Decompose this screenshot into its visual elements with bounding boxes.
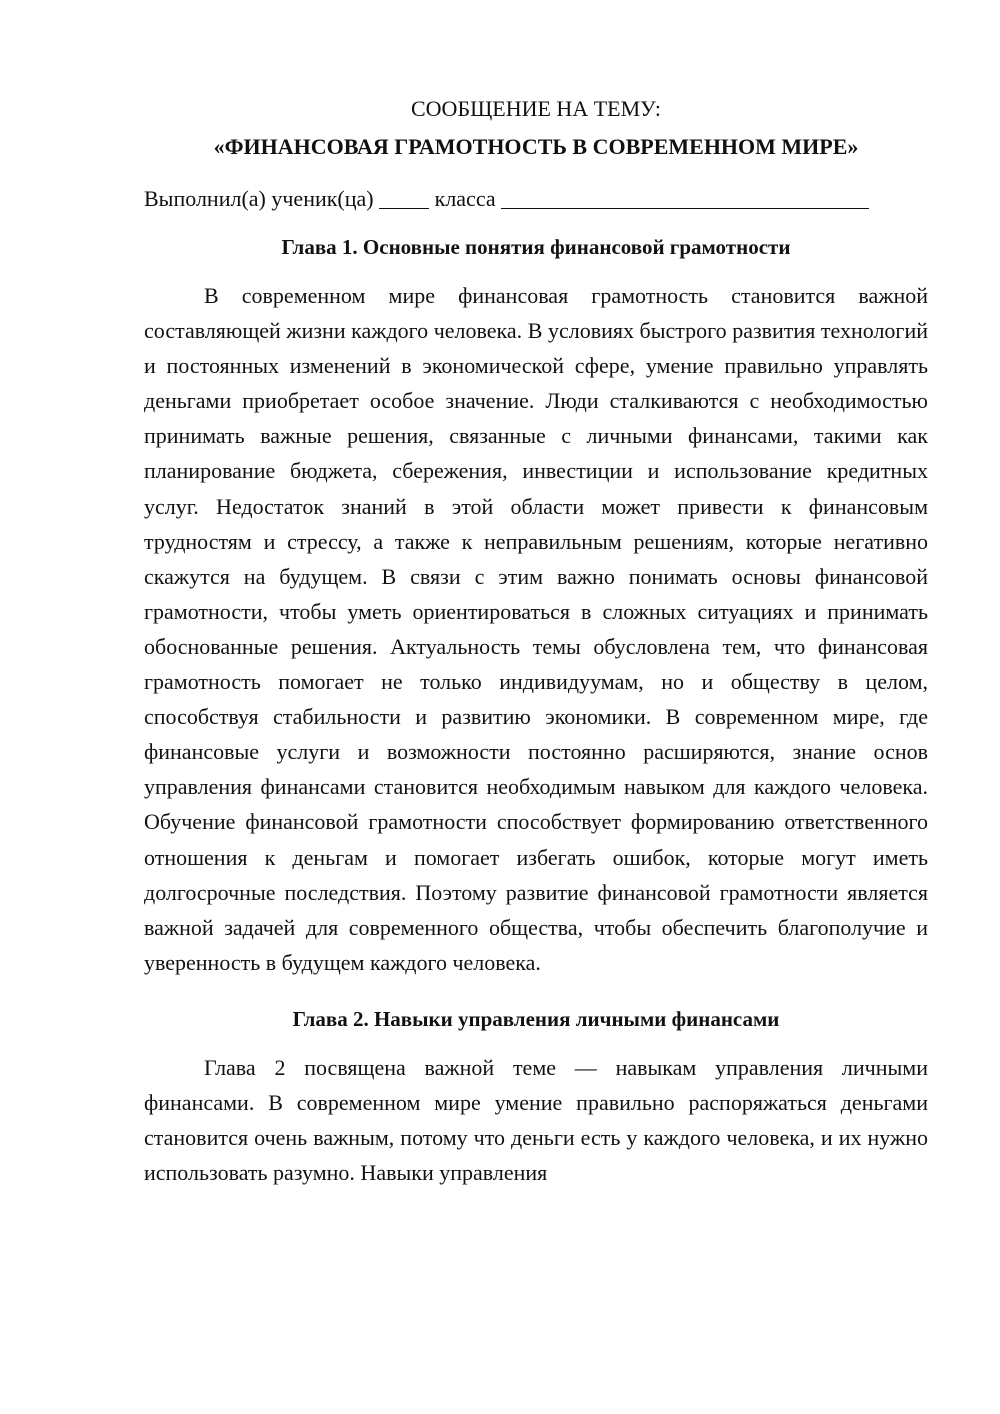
class-label: класса (434, 186, 496, 211)
document-title: СООБЩЕНИЕ НА ТЕМУ: (411, 96, 661, 121)
name-blank (501, 182, 869, 209)
grade-blank (379, 182, 429, 209)
document-topic: «ФИНАНСОВАЯ ГРАМОТНОСТЬ В СОВРЕМЕННОМ МИРЕ» (213, 134, 859, 159)
document-content (144, 92, 928, 1190)
chapter-1-heading: Глава 1. Основные понятия финансовой грамотности (281, 235, 791, 259)
chapter-2-heading: Глава 2. Навыки управления личными финансами (292, 1006, 780, 1031)
chapter-1-paragraph: В современном мире финансовая грамотность становится важной составляющей жизни каждого человека. В условиях быстрого развития технологий и постоянных изменений в экономической сфере, умение правильно управлять деньгами приобретает особое значение. Люди сталкиваются с необходимостью принимать важные решения, связанные с личными финансами, такими как планирование бюджета, сбережения, инвестиции и использование кредитных услуг. Недостаток знаний в этой области может привести к финансовым трудностям и стрессу, а также к неправильным решениям, которые негативно скажутся на будущем. В связи с этим важно понимать основы финансовой грамотности, чтобы уметь ориентироваться в сложных ситуациях и принимать обоснованные решения. Актуальность темы обусловлена тем, что финансовая грамотность помогает не только индивидуумам, но и обществу в целом, способствуя стабильности и развитию экономики. В современном мире, где финансовые услуги и возможности постоянно расширяются, знание основ управления финансами становится необходимым навыком для каждого человека. Обучение финансовой грамотности способствует формированию ответственного отношения к деньгам и помогает избегать ошибок, которые могут иметь долгосрочные последствия. Поэтому развитие финансовой грамотности является важной задачей для современного общества, чтобы обеспечить благополучие и уверенность в будущем каждого человека. (144, 283, 928, 975)
author-line (144, 182, 928, 216)
author-label: Выполнил(а) ученик(ца) (144, 186, 374, 211)
chapter-2-paragraph: Глава 2 посвящена важной теме — навыкам управления личными финансами. В современном мире умение правильно распоряжаться деньгами становится очень важным, потому что деньги есть у каждого человека, и их нужно использовать разумно. Навыки управления (144, 1054, 928, 1186)
